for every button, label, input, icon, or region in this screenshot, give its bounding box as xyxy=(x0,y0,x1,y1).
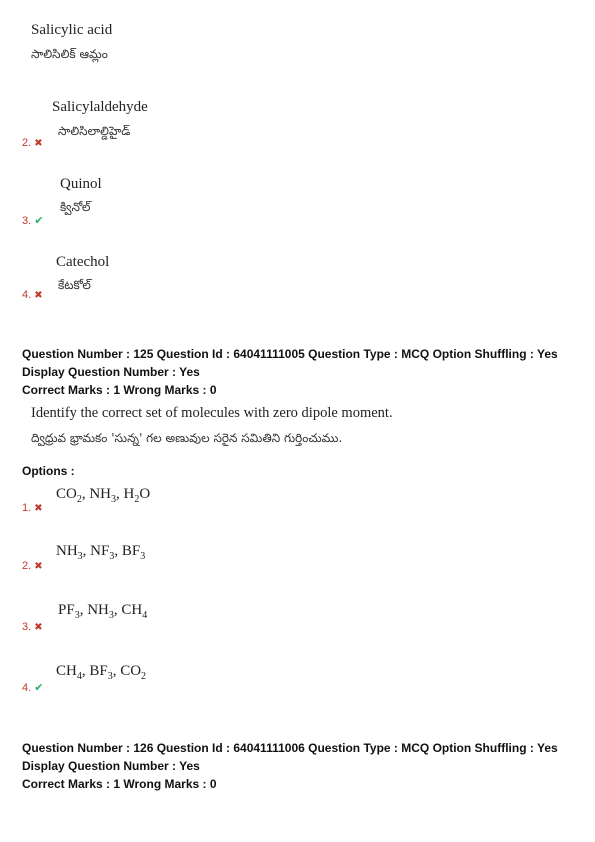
q126-meta-line1: Question Number : 126 Question Id : 64041111006 Question Type : MCQ Option Shuffling : Yes xyxy=(22,741,558,755)
q125-option-2-formula: $NH_3$, $NF_3$, $BF_3$ xyxy=(56,543,146,562)
wrong-icon: ✖ xyxy=(34,622,43,633)
q125-meta-line3: Correct Marks : 1 Wrong Marks : 0 xyxy=(22,383,217,397)
wrong-icon: ✖ xyxy=(34,290,43,301)
q125-question-te: ద్విధ్రువ భ్రామకం 'సున్న' గల అణువుల సరైన సమితిని గుర్తించుము. xyxy=(31,431,343,445)
option-number: 4. xyxy=(22,682,32,694)
wrong-icon: ✖ xyxy=(34,138,43,149)
wrong-icon: ✖ xyxy=(34,561,43,572)
option-2-text-te: సాలిసిలాల్డిహైడ్ xyxy=(58,124,131,138)
q125-option-4-marker xyxy=(22,681,43,694)
option-number: 4. xyxy=(22,289,32,301)
q125-option-1-marker xyxy=(22,502,43,514)
option-2-marker xyxy=(22,137,43,149)
q125-question-en: Identify the correct set of molecules with zero dipole moment. xyxy=(31,405,393,421)
q125-option-1-formula: $CO_2$, $NH_3$, $H_2O$ xyxy=(56,486,151,505)
q126-meta-line2: Display Question Number : Yes xyxy=(22,759,200,773)
options-label: Options : xyxy=(22,464,75,478)
option-3-marker xyxy=(22,214,43,227)
check-icon: ✔ xyxy=(34,215,44,227)
option-number: 2. xyxy=(22,137,32,149)
q125-option-3-marker xyxy=(22,621,43,633)
option-number: 3. xyxy=(22,215,32,227)
option-3-text-en: Quinol xyxy=(60,176,102,192)
q126-meta-line3: Correct Marks : 1 Wrong Marks : 0 xyxy=(22,777,217,791)
option-4-text-te: కేటకోల్ xyxy=(58,278,91,292)
option-number: 1. xyxy=(22,502,32,514)
check-icon: ✔ xyxy=(34,682,44,694)
wrong-icon: ✖ xyxy=(34,503,43,514)
option-2-text-en: Salicylaldehyde xyxy=(52,99,148,115)
option-3-text-te: క్వినోల్ xyxy=(60,200,91,214)
option-4-marker xyxy=(22,289,43,301)
option-number: 3. xyxy=(22,621,32,633)
q125-option-2-marker xyxy=(22,560,43,572)
q125-meta-line1: Question Number : 125 Question Id : 64041111005 Question Type : MCQ Option Shuffling : Yes xyxy=(22,347,558,361)
q125-option-4-formula: $CH_4$, $BF_3$, $CO_2$ xyxy=(56,663,147,682)
option-number: 2. xyxy=(22,560,32,572)
option-1-text-te: సాలిసిలిక్ ఆమ్లం xyxy=(31,47,108,61)
option-4-text-en: Catechol xyxy=(56,254,110,270)
q125-meta-line2: Display Question Number : Yes xyxy=(22,365,200,379)
option-1-text-en: Salicylic acid xyxy=(31,22,113,38)
q125-option-3-formula: $PF_3$, $NH_3$, $CH_4$ xyxy=(58,602,148,621)
